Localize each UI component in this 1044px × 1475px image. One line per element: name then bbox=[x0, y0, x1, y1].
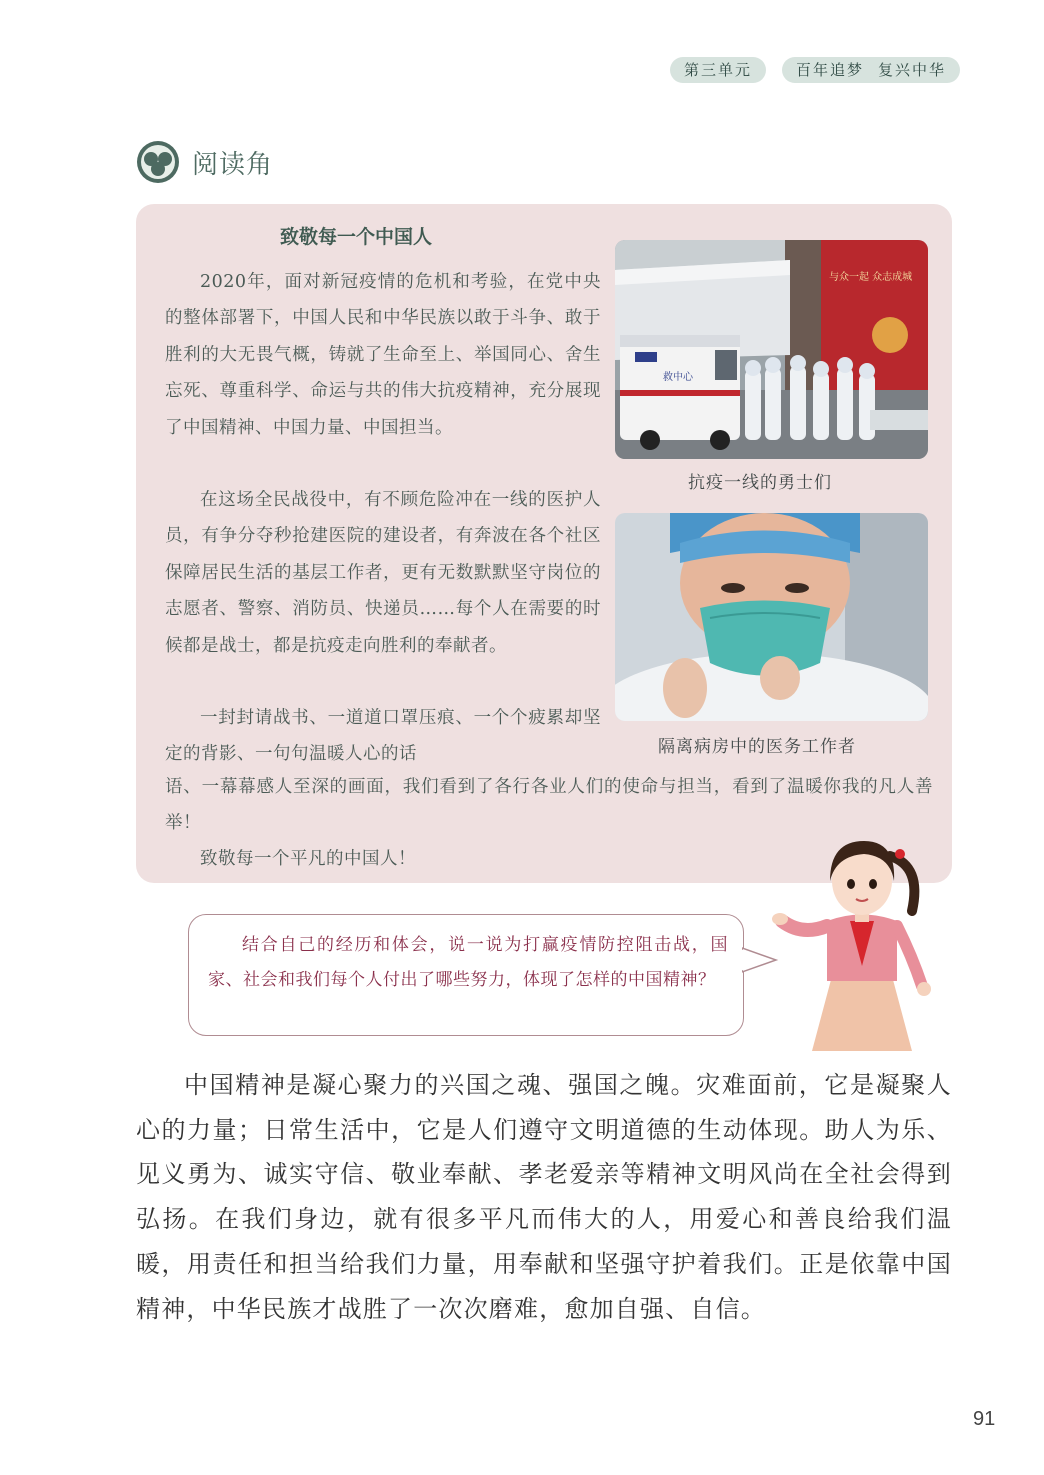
reading-paragraph-2: 在这场全民战役中，有不顾危险冲在一线的医护人员，有争分夺秒抢建医院的建设者，有奔波在各个社区保障居民生活的基层工作者，更有无数默默坚守岗位的志愿者、警察、消防员、快递员……每个人在需要的时候都是战士，都是抗疫走向胜利的奉献者。 bbox=[165, 490, 601, 656]
frontline-photo bbox=[615, 240, 928, 459]
photo2-caption: 隔离病房中的医务工作者 bbox=[658, 737, 856, 757]
unit-label: 第三单元 bbox=[684, 61, 753, 79]
bubble-question: 结合自己的经历和体会，说一说为打赢疫情防控阻击战，国家、社会和我们每个人付出了哪些努力，体现了怎样的中国精神？ bbox=[208, 935, 728, 990]
header-unit-tab bbox=[670, 57, 766, 83]
reading-title: 致敬每一个中国人 bbox=[280, 226, 433, 248]
page-number: 91 bbox=[973, 1408, 996, 1430]
medical-worker-photo bbox=[615, 513, 928, 721]
photo1-caption: 抗疫一线的勇士们 bbox=[688, 473, 832, 493]
reading-paragraph-3-start: 一封封请战书、一道道口罩压痕、一个个疲累却坚定的背影、一句句温暖人心的话 bbox=[165, 708, 601, 765]
reading-paragraph-1: 2020年，面对新冠疫情的危机和考验，在党中央的整体部署下，中国人民和中华民族以敢于斗争、敢于胜利的大无畏气概，铸就了生命至上、举国同心、舍生忘死、尊重科学、命运与共的伟大抗疫精神，充分展现了中国精神、中国力量、中国担当。 bbox=[165, 272, 601, 438]
main-paragraph: 中国精神是凝心聚力的兴国之魂、强国之魄。灾难面前，它是凝聚人心的力量；日常生活中，它是人们遵守文明道德的生动体现。助人为乐、见义勇为、诚实守信、敬业奉献、孝老爱亲等精神文明风尚在全社会得到弘扬。在我们身边，就有很多平凡而伟大的人，用爱心和善良给我们温暖，用责任和担当给我们力量，用奉献和坚强守护着我们。正是依靠中国精神，中华民族才战胜了一次次磨难，愈加自强、自信。 bbox=[136, 1071, 952, 1323]
theme-part-2: 复兴中华 bbox=[878, 61, 947, 79]
reading-paragraph-4: 致敬每一个平凡的中国人！ bbox=[200, 849, 416, 869]
section-title: 阅读角 bbox=[192, 150, 274, 180]
reading-paragraph-3-end: 语、一幕幕感人至深的画面，我们看到了各行各业人们的使命与担当，看到了温暖你我的凡人善举！ bbox=[165, 777, 933, 834]
photo1-sign-text: 与众一起 众志成城 bbox=[829, 272, 913, 283]
student-girl-illustration bbox=[772, 826, 952, 1058]
photo1-ambulance-text: 救中心 bbox=[663, 372, 693, 383]
theme-part-1: 百年追梦 bbox=[796, 61, 865, 79]
reading-corner-icon bbox=[136, 140, 180, 184]
header-theme-tab bbox=[782, 57, 960, 83]
